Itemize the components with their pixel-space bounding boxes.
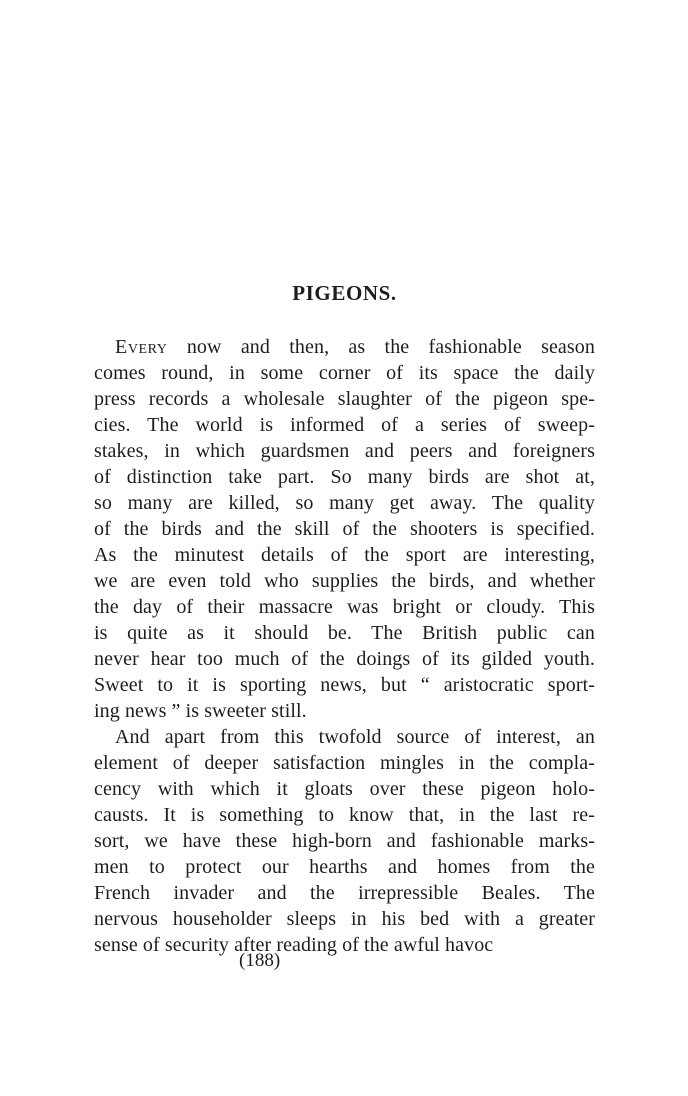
page-number: (188): [239, 950, 281, 971]
text-line: so many are killed, so many get away. The quality: [94, 492, 595, 514]
text-line: causts. It is something to know that, in the last re-: [94, 804, 595, 826]
text-line: Sweet to it is sporting news, but “ aristocratic sport-: [94, 674, 595, 696]
text-line: As the minutest details of the sport are interesting,: [94, 544, 595, 566]
paragraph: [94, 334, 595, 724]
text-line: men to protect our hearths and homes from the: [94, 856, 595, 878]
text-line: cency with which it gloats over these pigeon holo-: [94, 778, 595, 800]
text-line: of the birds and the skill of the shooters is specified.: [94, 518, 595, 540]
text-line: press records a wholesale slaughter of the pigeon spe-: [94, 388, 595, 410]
text-line: we are even told who supplies the birds, and whether: [94, 570, 595, 592]
text-line: cies. The world is informed of a series of sweep-: [94, 414, 595, 436]
text-line: sort, we have these high-born and fashionable marks-: [94, 830, 595, 852]
text-line: Every now and then, as the fashionable season: [115, 336, 595, 358]
text-line: of distinction take part. So many birds are shot at,: [94, 466, 595, 488]
text-line: nervous householder sleeps in his bed with a greater: [94, 908, 595, 930]
text-line: French invader and the irrepressible Beales. The: [94, 882, 595, 904]
text-line: ing news ” is sweeter still.: [94, 700, 307, 722]
paragraph: [94, 724, 595, 958]
text-line: is quite as it should be. The British public can: [94, 622, 595, 644]
text-line: And apart from this twofold source of interest, an: [115, 726, 595, 748]
text-line: element of deeper satisfaction mingles in the compla-: [94, 752, 595, 774]
text-line: sense of security after reading of the awful havoc: [94, 934, 494, 956]
text-line: the day of their massacre was bright or cloudy. This: [94, 596, 595, 618]
smallcaps-word: Every: [115, 336, 168, 358]
text-line: never hear too much of the doings of its gilded youth.: [94, 648, 595, 670]
page-title: PIGEONS.: [292, 281, 397, 305]
text-line: comes round, in some corner of its space the daily: [94, 362, 595, 384]
text-line: stakes, in which guardsmen and peers and foreigners: [94, 440, 595, 462]
text-block: [94, 334, 595, 958]
